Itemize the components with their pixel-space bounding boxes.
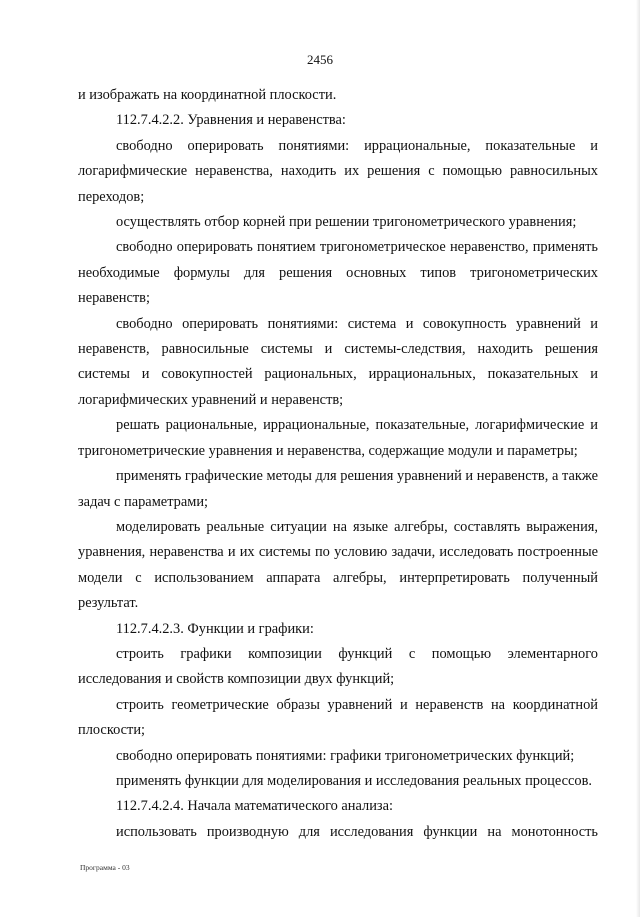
page-number: 2456	[307, 52, 333, 67]
paragraph: применять функции для моделирования и исследования реальных процессов.	[116, 772, 592, 789]
paragraph: применять графические методы для решения уравнений и неравенств, а также задач с параметрами;	[78, 468, 598, 510]
section-heading: 112.7.4.2.2. Уравнения и неравенства:	[116, 112, 346, 129]
paragraph: свободно оперировать понятиями: иррациональные, показательные и логарифмические неравенства, находить их решения с помощью равносильных переходов;	[78, 137, 598, 205]
paragraph: решать рациональные, иррациональные, показательные, логарифмические и тригонометрические уравнения и неравенства, содержащие модули и параметры;	[78, 417, 598, 459]
scan-edge	[636, 0, 640, 917]
paragraph: моделировать реальные ситуации на языке алгебры, составлять выражения, уравнения, неравенства и их системы по условию задачи, исследовать построенные модели с использованием аппарата алгебры, интерпретировать полученный результат.	[78, 518, 598, 612]
paragraph: осуществлять отбор корней при решении тригонометрического уравнения;	[116, 214, 577, 231]
paragraph: свободно оперировать понятиями: графики тригонометрических функций;	[116, 747, 575, 764]
paragraph: строить графики композиции функций с помощью элементарного исследования и свойств композиции двух функций;	[78, 645, 598, 688]
footer-note: Программа - 03	[80, 863, 130, 872]
paragraph: свободно оперировать понятиями: система и совокупность уравнений и неравенств, равносильные системы и системы-следствия, находить решения системы и совокупностей рациональных, иррациональных, показательных и логарифмических уравнений и неравенств;	[78, 315, 598, 408]
section-heading: 112.7.4.2.4. Начала математического анализа:	[116, 798, 393, 815]
paragraph: и изображать на координатной плоскости.	[78, 87, 337, 103]
body-text	[78, 83, 598, 845]
paragraph: строить геометрические образы уравнений и неравенств на координатной плоскости;	[78, 696, 598, 739]
paragraph: использовать производную для исследования функции на монотонность	[116, 823, 598, 840]
section-heading: 112.7.4.2.3. Функции и графики:	[116, 620, 314, 637]
paragraph: свободно оперировать понятием тригонометрическое неравенство, применять необходимые формулы для решения основных типов тригонометрических неравенств;	[78, 239, 598, 307]
